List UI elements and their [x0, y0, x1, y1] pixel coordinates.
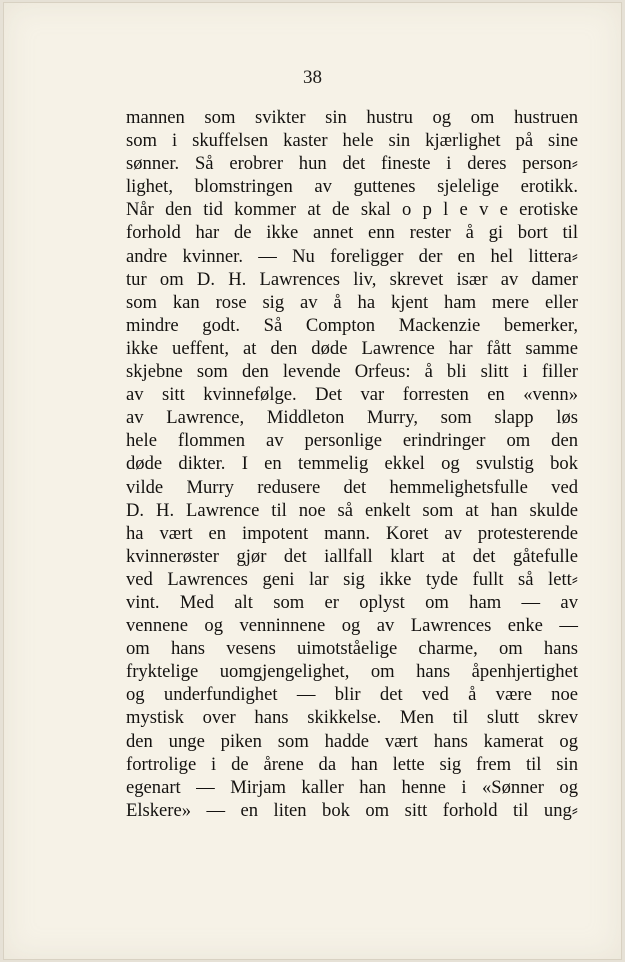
text-line: kvinnerøster gjør det iallfall klart at det gåtefulle [126, 545, 578, 567]
text-line: den unge piken som hadde vært hans kamerat og [126, 730, 578, 752]
text-line: ha vært en impotent mann. Koret av protesterende [126, 522, 578, 544]
text-line: vint. Med alt som er oplyst om ham — av [126, 591, 578, 613]
text-line: lighet, blomstringen av guttenes sjelelige erotikk. [126, 176, 578, 198]
text-line: Elskere» — en liten bok om sitt forhold til ung⸗ [126, 799, 578, 821]
book-page [4, 3, 621, 959]
body-text [126, 106, 578, 822]
text-line: Når den tid kommer at de skal o p l e v e erotiske [126, 199, 578, 221]
text-line: mystisk over hans skikkelse. Men til slutt skrev [126, 707, 578, 729]
page-number: 38 [303, 67, 322, 88]
text-line: tur om D. H. Lawrences liv, skrevet især av damer [126, 268, 578, 290]
text-line: av Lawrence, Middleton Murry, som slapp løs [126, 407, 578, 429]
text-line: D. H. Lawrence til noe så enkelt som at han skulde [126, 499, 578, 521]
text-line: som i skuffelsen kaster hele sin kjærlighet på sine [126, 130, 578, 152]
text-line: sønner. Så erobrer hun det fineste i deres person⸗ [126, 153, 578, 175]
text-line: av sitt kvinnefølge. Det var forresten en «venn» [126, 384, 578, 406]
text-line: døde dikter. I en temmelig ekkel og svulstig bok [126, 453, 578, 475]
text-line: og underfundighet — blir det ved å være noe [126, 684, 578, 706]
text-line: mindre godt. Så Compton Mackenzie bemerker, [126, 314, 578, 336]
text-line: egenart — Mirjam kaller han henne i «Sønner og [126, 776, 578, 798]
text-line: vilde Murry redusere det hemmelighetsfulle ved [126, 476, 578, 498]
text-line: ikke ueffent, at den døde Lawrence har fått samme [126, 337, 578, 359]
text-line: forhold har de ikke annet enn rester å gi bort til [126, 222, 578, 244]
text-line: ved Lawrences geni lar sig ikke tyde fullt så lett⸗ [126, 568, 578, 590]
text-line: vennene og venninnene og av Lawrences enke — [126, 615, 578, 637]
text-line: fortrolige i de årene da han lette sig frem til sin [126, 753, 578, 775]
text-line: mannen som svikter sin hustru og om hustruen [126, 107, 578, 128]
text-line: andre kvinner. — Nu foreligger der en hel littera⸗ [126, 245, 578, 267]
text-line: som kan rose sig av å ha kjent ham mere eller [126, 291, 578, 313]
text-line: skjebne som den levende Orfeus: å bli slitt i filler [126, 361, 578, 383]
text-line: om hans vesens uimotståelige charme, om hans [126, 638, 578, 660]
text-line: hele flommen av personlige erindringer om den [126, 430, 578, 452]
text-line: fryktelige uomgjengelighet, om hans åpenhjertighet [126, 661, 578, 683]
